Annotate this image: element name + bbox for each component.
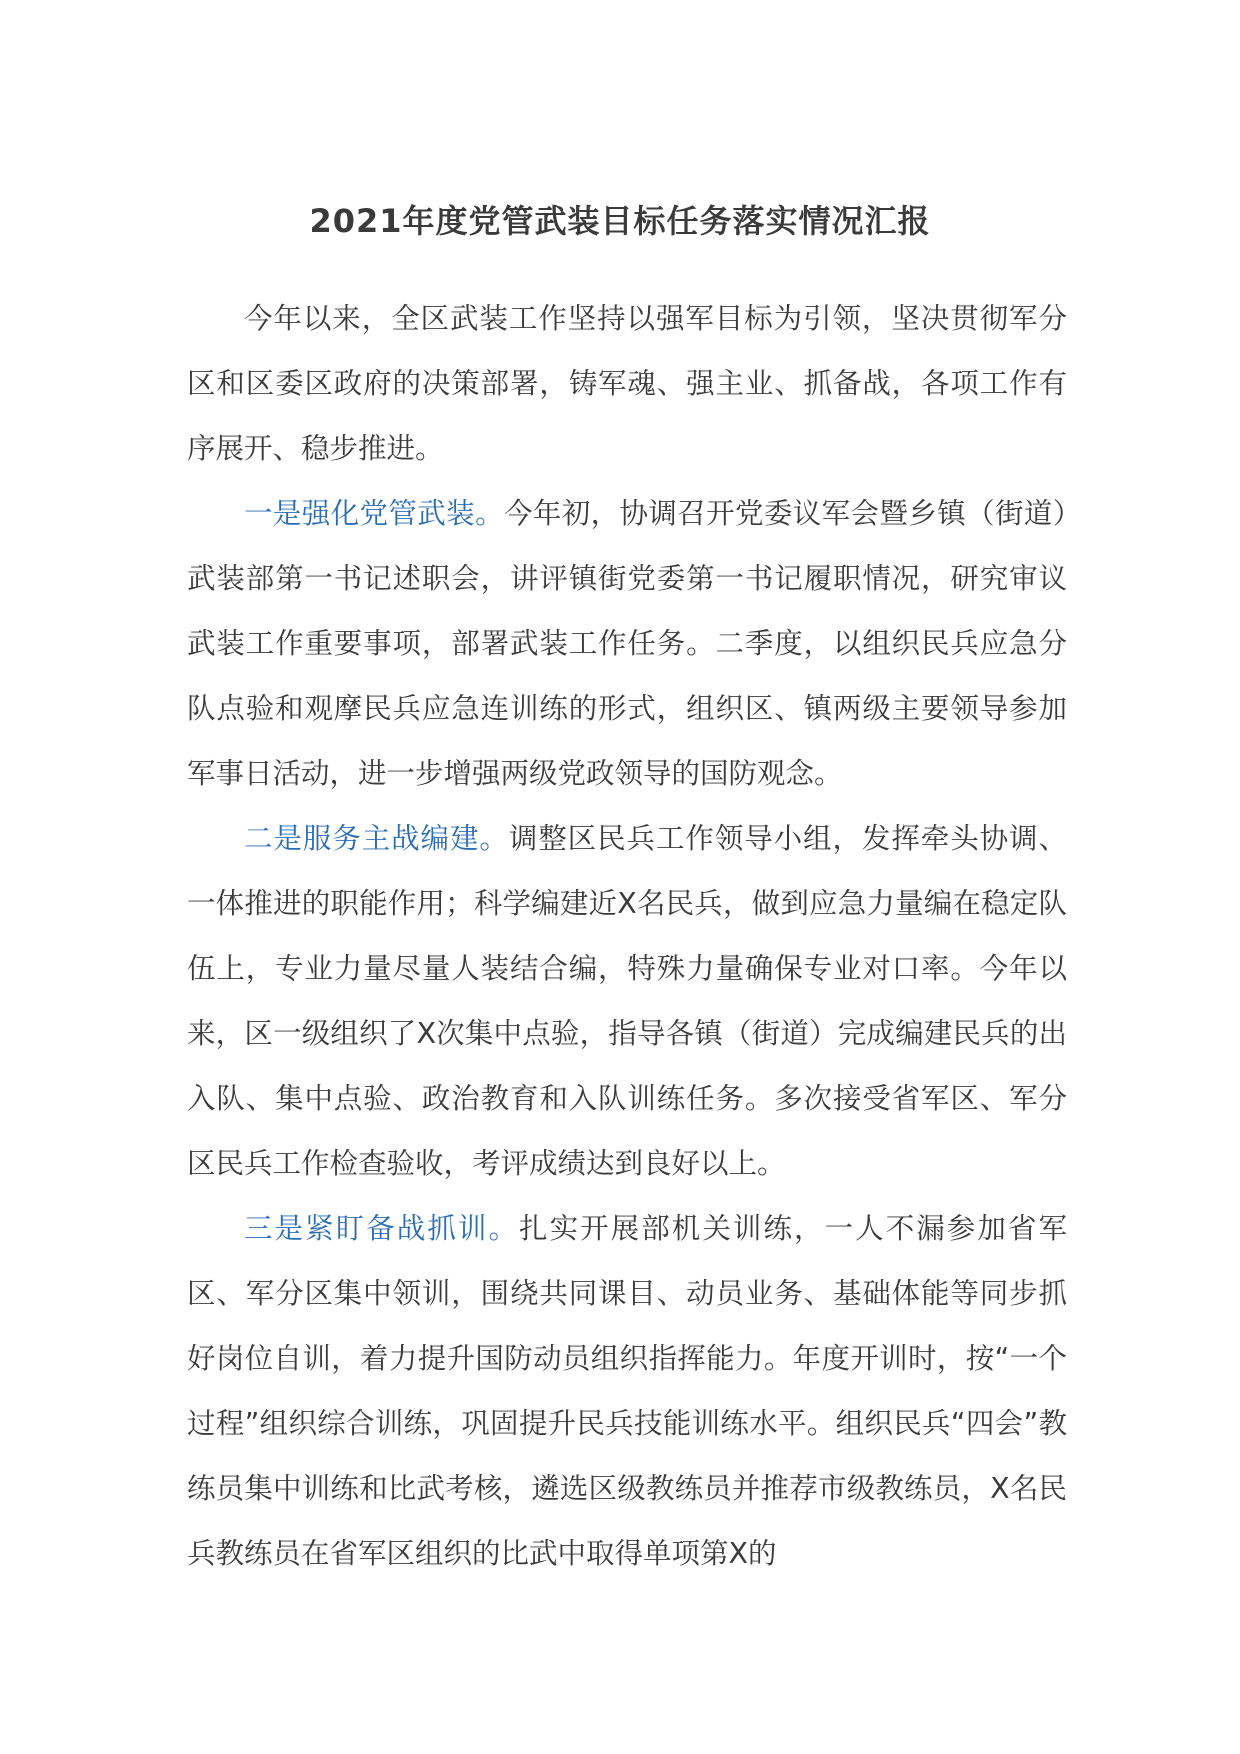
paragraph-text: 今年以来，全区武装工作坚持以强军目标为引领，坚决贯彻军分区和区委区政府的决策部署，铸军魂、强主业、抓备战，各项工作有序展开、稳步推进。	[187, 302, 1067, 465]
paragraph-text: 调整区民兵工作领导小组，发挥牵头协调、一体推进的职能作用；科学编建近X名民兵，做到应急力量编在稳定队伍上，专业力量尽量人装结合编，特殊力量确保专业对口率。今年以来，区一级组织了X次集中点验，指导各镇（街道）完成编建民兵的出入队、集中点验、政治教育和入队训练任务。多次接受省军区、军分区民兵工作检查验收，考评成绩达到良好以上。	[187, 822, 1067, 1180]
paragraph-text: 今年初，协调召开党委议军会暨乡镇（街道）武装部第一书记述职会，讲评镇街党委第一书记履职情况，研究审议武装工作重要事项，部署武装工作任务。二季度，以组织民兵应急分队点验和观摩民兵应急连训练的形式，组织区、镇两级主要领导参加军事日活动，进一步增强两级党政领导的国防观念。	[187, 497, 1067, 790]
paragraph-combat-training	[187, 1196, 1067, 1586]
paragraph-lead-heading: 一是强化党管武装。	[244, 497, 504, 530]
document-title: 2021年度党管武装目标任务落实情况汇报	[309, 202, 931, 240]
paragraph-text: 扎实开展部机关训练，一人不漏参加省军区、军分区集中领训，围绕共同课目、动员业务、基础体能等同步抓好岗位自训，着力提升国防动员组织指挥能力。年度开训时，按“一个过程”组织综合训练，巩固提升民兵技能训练水平。组织民兵“四会”教练员集中训练和比武考核，遴选区级教练员并推荐市级教练员，X名民兵教练员在省军区组织的比武中取得单项第X的	[187, 1212, 1067, 1570]
document-body	[187, 286, 1067, 1586]
paragraph-intro	[187, 286, 1067, 481]
paragraph-lead-heading: 二是服务主战编建。	[244, 822, 509, 855]
paragraph-service-organization	[187, 806, 1067, 1196]
paragraph-party-management	[187, 481, 1067, 806]
paragraph-lead-heading: 三是紧盯备战抓训。	[244, 1212, 520, 1245]
